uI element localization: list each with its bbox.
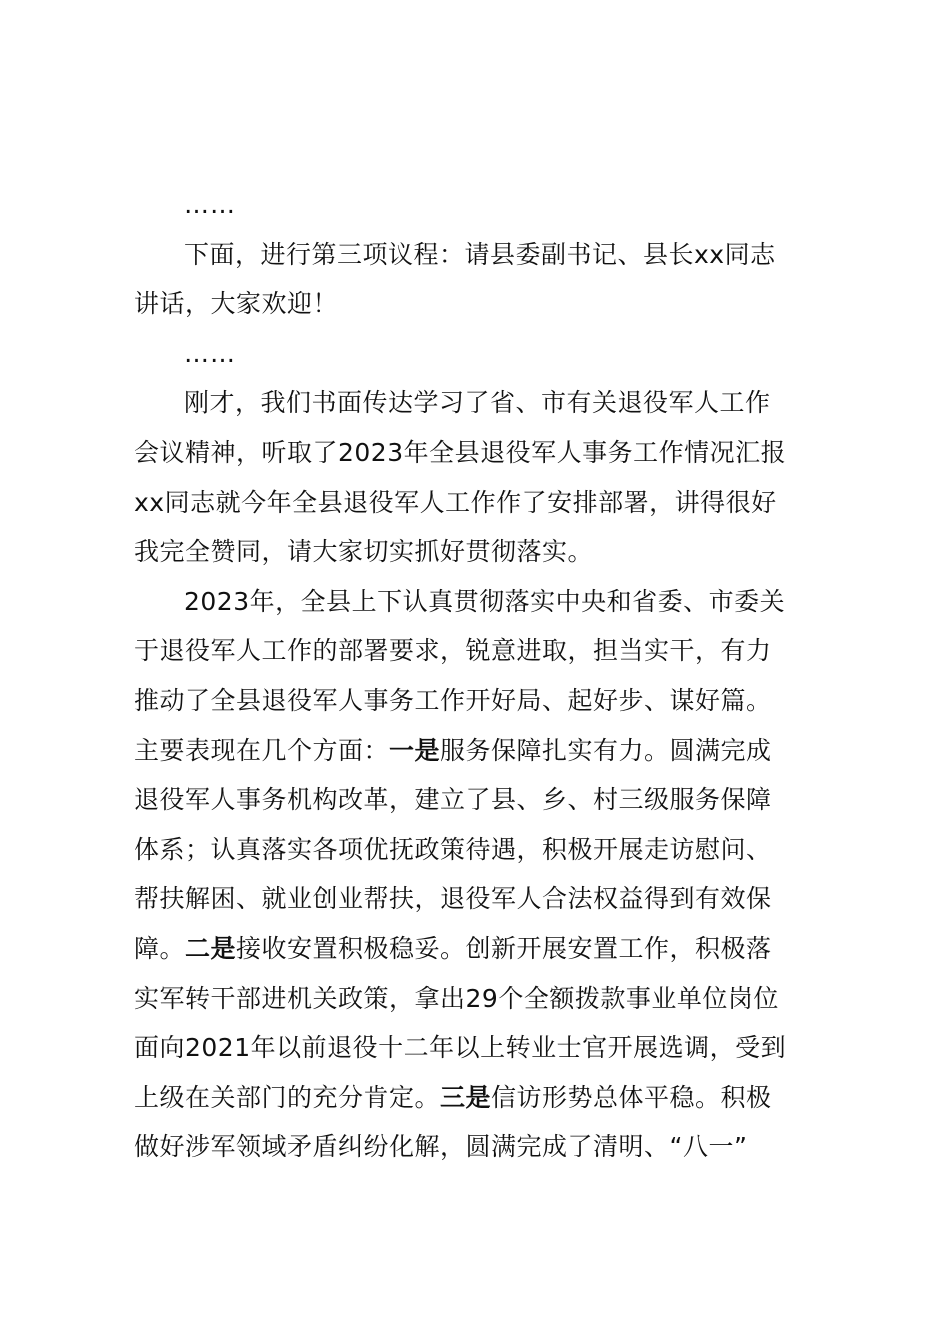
text-run: 主要表现在几个方面： bbox=[134, 735, 390, 765]
text-run: 上级在关部门的充分肯定。 bbox=[134, 1082, 441, 1112]
paragraph-agenda bbox=[134, 230, 854, 329]
text-line bbox=[134, 1073, 854, 1123]
paragraph-intro bbox=[134, 378, 854, 576]
text-line: 2023年，全县上下认真贯彻落实中央和省委、市委关 bbox=[184, 586, 786, 616]
text-run: 接收安置积极稳妥。创新开展安置工作，积极落 bbox=[236, 933, 772, 963]
text-line: 会议精神，听取了2023年全县退役军人事务工作情况汇报 bbox=[134, 437, 787, 467]
text-line: 刚才，我们书面传达学习了省、市有关退役军人工作 bbox=[184, 388, 771, 418]
text-line: 帮扶解困、就业创业帮扶，退役军人合法权益得到有效保 bbox=[134, 884, 772, 914]
text-line: 于退役军人工作的部署要求，锐意进取，担当实干，有力 bbox=[134, 636, 772, 666]
text-line: 面向2021年以前退役十二年以上转业士官开展选调，受到 bbox=[134, 1033, 787, 1063]
text-line: 下面，进行第三项议程：请县委副书记、县长xx同志 bbox=[184, 239, 776, 269]
text-run: 服务保障扎实有力。圆满完成 bbox=[440, 735, 772, 765]
text-line: xx同志就今年全县退役军人工作作了安排部署，讲得很好 bbox=[134, 487, 777, 517]
document-body bbox=[134, 180, 854, 1172]
text-line: 体系；认真落实各项优抚政策待遇，积极开展走访慰问、 bbox=[134, 834, 772, 864]
text-run: 信访形势总体平稳。积极 bbox=[491, 1082, 772, 1112]
ellipsis-line: …… bbox=[184, 190, 236, 219]
text-line: 实军转干部进机关政策，拿出29个全额拨款事业单位岗位 bbox=[134, 983, 779, 1013]
text-line: 推动了全县退役军人事务工作开好局、起好步、谋好篇。 bbox=[134, 685, 772, 715]
paragraph-main bbox=[134, 577, 854, 1172]
ellipsis-line: …… bbox=[184, 338, 236, 368]
bold-marker-first: 一是 bbox=[389, 735, 441, 765]
text-line bbox=[134, 924, 854, 974]
text-line: 退役军人事务机构改革，建立了县、乡、村三级服务保障 bbox=[134, 785, 772, 815]
text-line bbox=[134, 726, 854, 776]
bold-marker-second: 二是 bbox=[185, 933, 237, 963]
text-line: 我完全赞同，请大家切实抓好贯彻落实。 bbox=[134, 537, 594, 567]
text-line: 讲话，大家欢迎！ bbox=[134, 289, 339, 319]
text-run: 障。 bbox=[134, 933, 186, 963]
bold-marker-third: 三是 bbox=[440, 1082, 492, 1112]
text-line: 做好涉军领域矛盾纠纷化解，圆满完成了清明、“八一” bbox=[134, 1132, 748, 1162]
